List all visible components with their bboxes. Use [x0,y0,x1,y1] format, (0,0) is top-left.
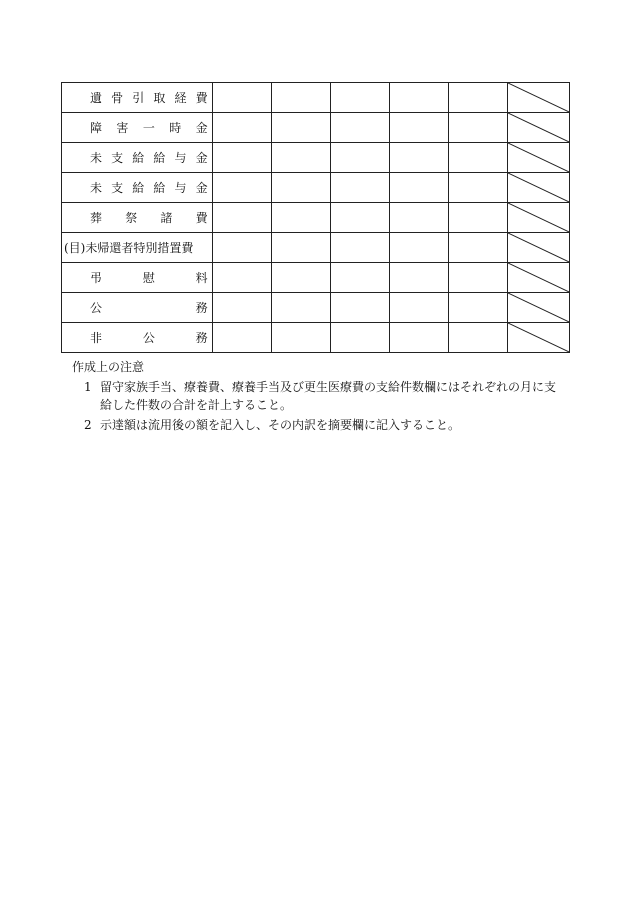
value-cell[interactable] [448,323,507,353]
diagonal-strike-line [508,203,569,232]
row-label-cell [62,203,213,233]
note-text: 示達額は流用後の額を記入し、その内訳を摘要欄に記入すること。 [100,418,461,432]
value-cell[interactable] [389,203,448,233]
struck-out-cell [507,203,569,233]
value-cell[interactable] [389,83,448,113]
diagonal-strike-line [508,263,569,292]
value-cell[interactable] [212,83,271,113]
note-number: 2 [84,418,92,432]
table-row [62,263,570,293]
struck-out-cell [507,173,569,203]
table-row [62,203,570,233]
diagonal-strike-line [508,143,569,172]
row-label-cell [62,263,213,293]
value-cell[interactable] [212,323,271,353]
notes-title: 作成上の注意 [72,360,145,374]
row-label-cell [62,233,213,263]
value-cell[interactable] [271,143,330,173]
row-label: (目)未帰還者特別措置費 [64,241,194,255]
value-cell[interactable] [448,113,507,143]
value-cell[interactable] [212,203,271,233]
row-label-cell [62,173,213,203]
value-cell[interactable] [212,113,271,143]
value-cell[interactable] [448,293,507,323]
row-label: 非公務 [90,331,208,345]
value-cell[interactable] [271,323,330,353]
value-cell[interactable] [448,263,507,293]
diagonal-strike-line [508,173,569,202]
diagonal-strike-line [508,293,569,322]
note-number: 1 [84,380,92,394]
row-label: 障害一時金 [90,121,208,135]
struck-out-cell [507,263,569,293]
row-label: 弔慰料 [90,271,208,285]
note-item-2 [72,416,562,434]
table-row [62,143,570,173]
value-cell[interactable] [389,113,448,143]
table-row [62,323,570,353]
value-cell[interactable] [212,263,271,293]
expense-table [61,82,570,353]
row-label: 葬祭諸費 [90,211,208,225]
value-cell[interactable] [389,323,448,353]
notes-section [72,358,562,434]
value-cell[interactable] [212,143,271,173]
diagonal-strike-line [508,113,569,142]
value-cell[interactable] [389,143,448,173]
row-label-cell [62,143,213,173]
diagonal-strike-line [508,323,569,352]
struck-out-cell [507,83,569,113]
value-cell[interactable] [448,83,507,113]
struck-out-cell [507,233,569,263]
table-row [62,293,570,323]
table-row [62,113,570,143]
row-label-cell [62,323,213,353]
value-cell[interactable] [448,143,507,173]
value-cell[interactable] [330,143,389,173]
expense-table-body [62,83,570,353]
struck-out-cell [507,113,569,143]
value-cell[interactable] [271,173,330,203]
value-cell[interactable] [389,263,448,293]
row-label: 未支給給与金 [90,151,208,165]
value-cell[interactable] [389,173,448,203]
value-cell[interactable] [330,203,389,233]
value-cell[interactable] [389,233,448,263]
value-cell[interactable] [212,173,271,203]
note-text: 留守家族手当、療養費、療養手当及び更生医療費の支給件数欄にはそれぞれの月に支給した件数の合計を計上すること。 [100,380,557,412]
value-cell[interactable] [212,233,271,263]
table-row [62,83,570,113]
row-label: 公務 [90,301,208,315]
value-cell[interactable] [271,263,330,293]
value-cell[interactable] [330,293,389,323]
struck-out-cell [507,323,569,353]
table-row [62,233,570,263]
table-row [62,173,570,203]
value-cell[interactable] [271,83,330,113]
value-cell[interactable] [448,233,507,263]
value-cell[interactable] [330,263,389,293]
value-cell[interactable] [271,293,330,323]
value-cell[interactable] [330,113,389,143]
value-cell[interactable] [330,83,389,113]
value-cell[interactable] [271,113,330,143]
row-label-cell [62,83,213,113]
diagonal-strike-line [508,83,569,112]
value-cell[interactable] [389,293,448,323]
diagonal-strike-line [508,233,569,262]
value-cell[interactable] [271,203,330,233]
row-label-cell [62,293,213,323]
struck-out-cell [507,293,569,323]
value-cell[interactable] [330,323,389,353]
note-item-1 [72,378,562,414]
value-cell[interactable] [330,173,389,203]
row-label-cell [62,113,213,143]
value-cell[interactable] [448,173,507,203]
value-cell[interactable] [212,293,271,323]
struck-out-cell [507,143,569,173]
value-cell[interactable] [330,233,389,263]
row-label: 未支給給与金 [90,181,208,195]
value-cell[interactable] [271,233,330,263]
row-label: 遺骨引取経費 [90,91,208,105]
value-cell[interactable] [448,203,507,233]
